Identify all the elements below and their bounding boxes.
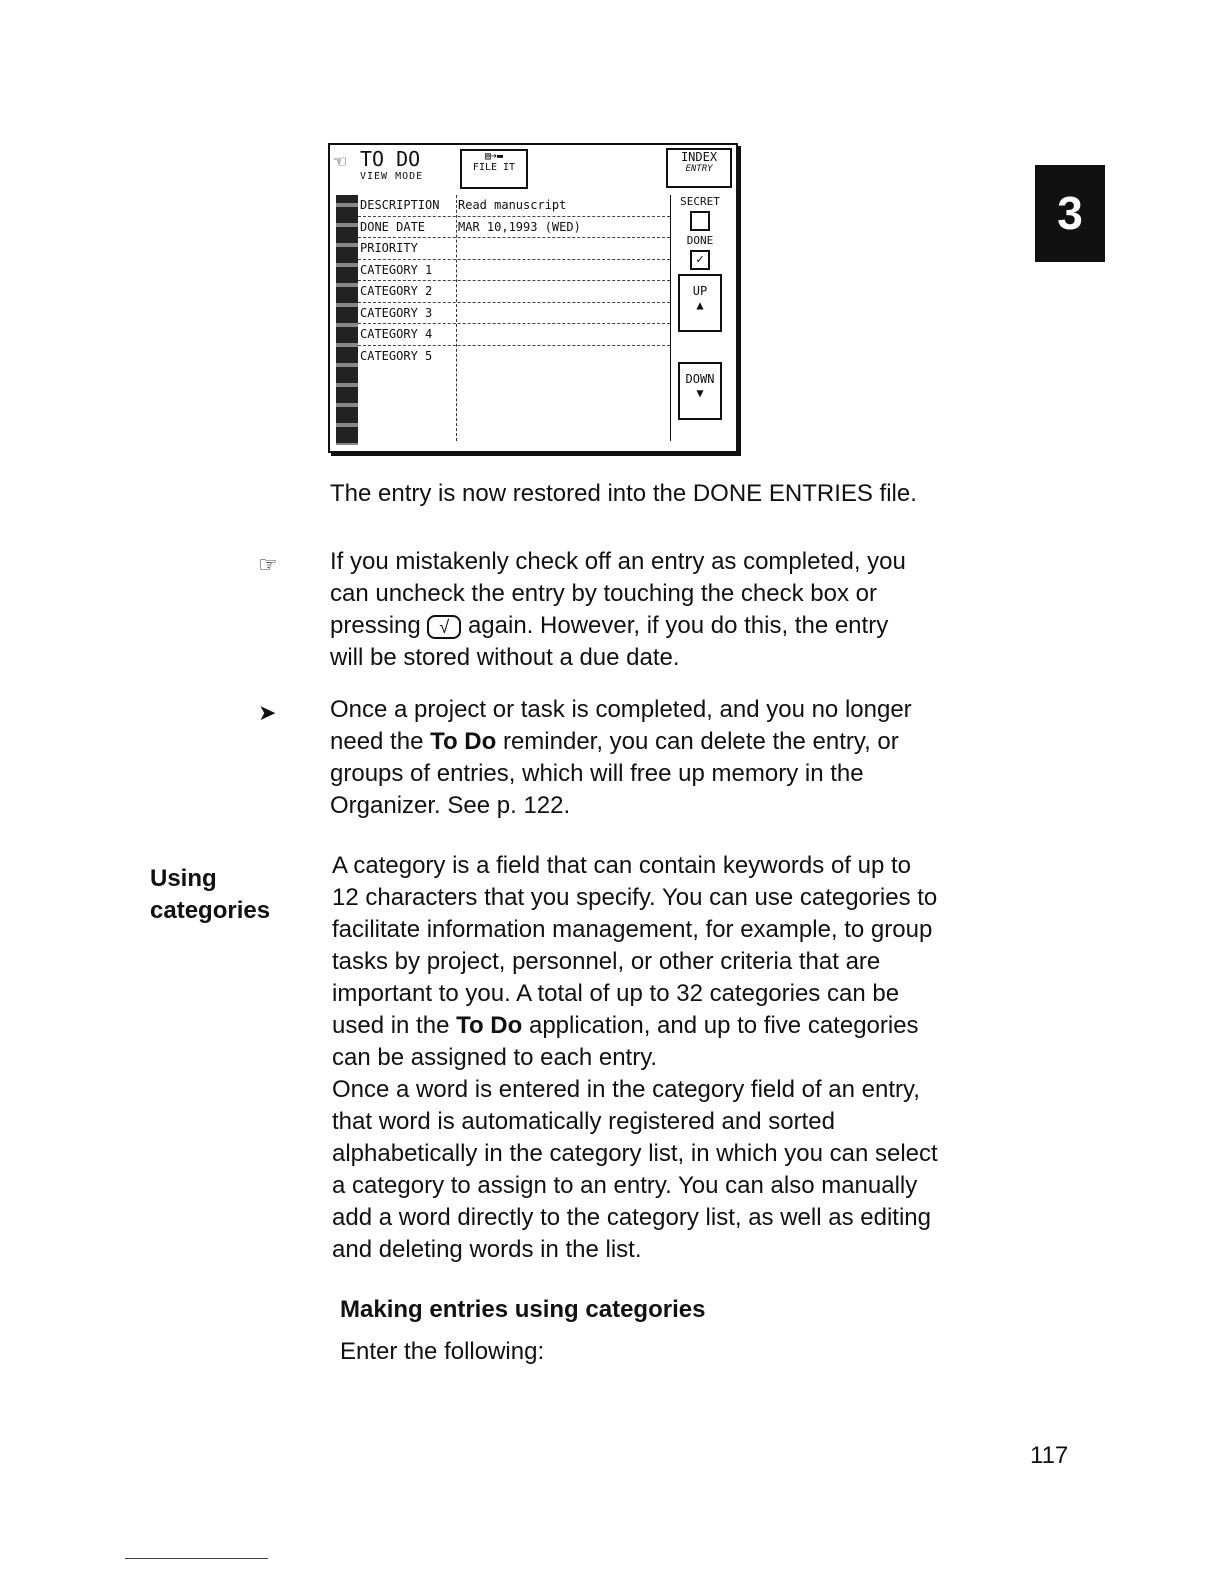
todo-app-icon: ☜ <box>334 149 347 173</box>
app-title: TO DO <box>360 147 421 171</box>
pointing-hand-icon: ☞ <box>258 552 278 577</box>
field-row[interactable]: CATEGORY 4 <box>358 324 670 346</box>
side-controls: SECRET DONE ✓ UP ▲ DOWN ▼ <box>672 195 728 441</box>
down-button[interactable]: DOWN ▼ <box>678 362 722 420</box>
file-it-button[interactable]: ▤➔▬ FILE IT <box>460 149 528 189</box>
field-row[interactable]: PRIORITY <box>358 238 670 260</box>
page-number: 117 <box>1030 1442 1069 1469</box>
field-row[interactable]: CATEGORY 2 <box>358 281 670 303</box>
check-key-icon: √ <box>427 615 461 639</box>
side-heading: Using categories <box>150 865 271 924</box>
file-icon: ▤➔▬ <box>484 151 504 162</box>
secret-checkbox[interactable] <box>690 211 710 231</box>
organizer-screen <box>328 143 738 453</box>
instruction: Enter the following: <box>340 1338 545 1365</box>
arrow-icon: ➤ <box>258 700 277 725</box>
up-button[interactable]: UP ▲ <box>678 274 722 332</box>
caption: The entry is now restored into the DONE ENTRIES file. <box>330 480 917 507</box>
field-row[interactable]: DONE DATE MAR 10,1993 (WED) <box>358 217 670 239</box>
note-delete: Once a project or task is completed, and you no longer need the To Do reminder, you can delete the entry, or groups of entries, which will free up memory in the Organizer. See p. 122. <box>330 696 912 819</box>
up-arrow-icon: ▲ <box>696 298 704 312</box>
field-row[interactable]: CATEGORY 1 <box>358 260 670 282</box>
chapter-tab: 3 <box>1035 165 1105 262</box>
entry-icon: ENTRY <box>685 164 713 174</box>
view-mode-label: VIEW MODE <box>360 171 424 182</box>
footer-rule <box>125 1558 268 1559</box>
column-divider <box>456 195 457 441</box>
binder-rings <box>336 195 358 445</box>
done-checkbox[interactable]: ✓ <box>690 250 710 270</box>
field-row[interactable]: DESCRIPTION Read manuscript <box>358 195 670 217</box>
index-button[interactable]: INDEX ENTRY <box>666 148 732 188</box>
entry-fields-table <box>358 195 671 441</box>
note-uncheck: If you mistakenly check off an entry as completed, you can uncheck the entry by touching the check box or pressing √ again. However, if you do this, the entry will be stored without a due date. <box>330 548 906 671</box>
field-row[interactable]: CATEGORY 5 <box>360 348 433 363</box>
field-row[interactable]: CATEGORY 3 <box>358 303 670 325</box>
down-arrow-icon: ▼ <box>696 386 704 400</box>
subheading: Making entries using categories <box>340 1296 706 1323</box>
categories-paragraph: A category is a field that can contain keywords of up to 12 characters that you specify. You can use categories to facilitate information management, for example, to group tasks by project, personnel, or other criteria that are important to you. A total of up to 32 categories can be used in the To Do application, and up to five categories can be assigned to each entry. Once a word is entered in the category field of an entry, that word is automatically registered and sorted alphabetically in the category list, in which you can select a category to assign to an entry. You can also manually add a word directly to the category list, as well as editing and deleting words in the list. <box>332 852 938 1263</box>
